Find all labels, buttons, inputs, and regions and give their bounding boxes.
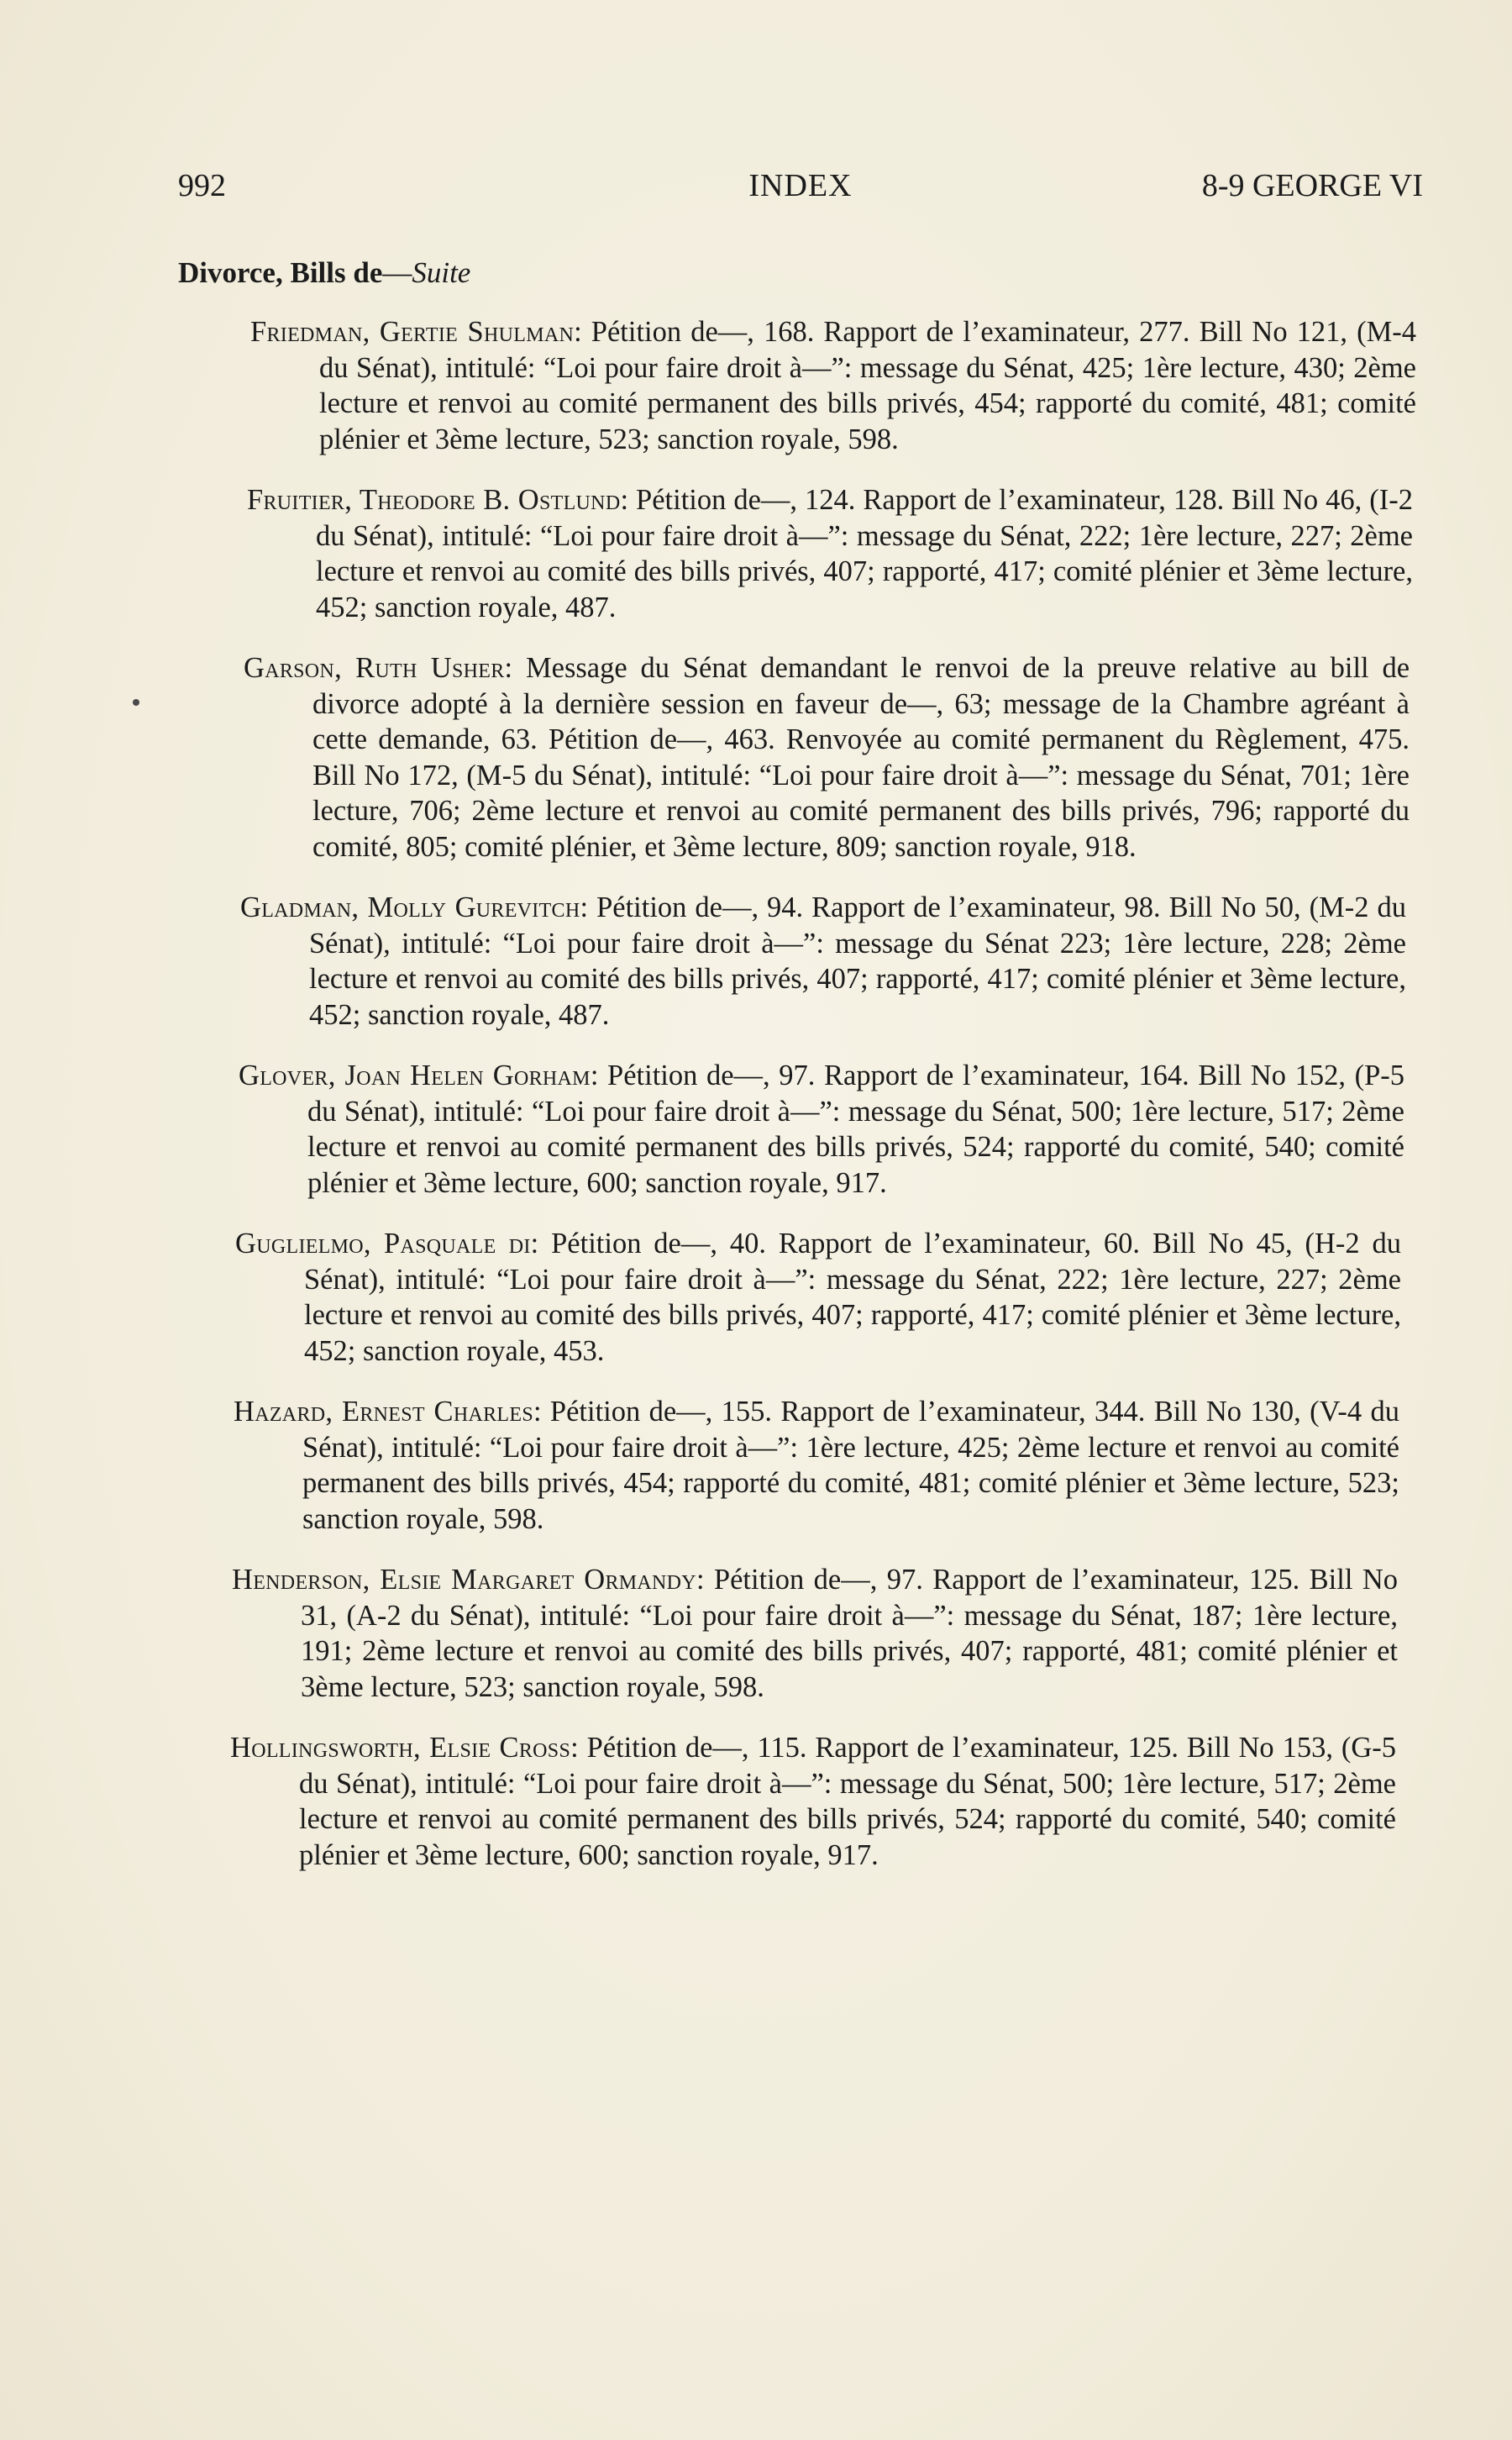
entry-name: Henderson, Elsie Margaret Ormandy: [232, 1564, 696, 1596]
index-entry: [239, 1058, 1404, 1201]
entry-text: : Pétition de—, 94. Rapport de l’examinateur, 98. Bill No 50, (M-2 du Sénat), intitulé: “Loi pour faire droit à—”: message du Sénat 223; 1ère lecture, 228; 2ème lecture et renvoi au comité des bills privés, 407; rapporté, 417; comité plénier et 3ème lecture, 452; sanction royale, 487.: [309, 891, 1406, 1031]
entry-name: Gladman, Molly Gurevitch: [240, 891, 580, 923]
index-entries: [0, 314, 1512, 1898]
entry-text: : Pétition de—, 97. Rapport de l’examinateur, 164. Bill No 152, (P-5 du Sénat), intitulé: “Loi pour faire droit à—”: message du Sénat, 500; 1ère lecture, 517; 2ème lecture et renvoi au comité permanent des bills privés, 524; rapporté du comité, 540; comité plénier et 3ème lecture, 600; sanction royale, 917.: [307, 1060, 1404, 1199]
running-head: [178, 165, 1423, 207]
em-dash: —: [382, 256, 412, 289]
index-entry: [235, 1226, 1401, 1369]
volume-label: 8-9 GEORGE VI: [1201, 168, 1423, 203]
entry-text: : Pétition de—, 40. Rapport de l’examinateur, 60. Bill No 45, (H-2 du Sénat), intitulé: “Loi pour faire droit à—”: message du Sénat, 222; 1ère lecture, 227; 2ème lecture et renvoi au comité des bills privés, 407; rapporté, 417; comité plénier et 3ème lecture, 452; sanction royale, 453.: [304, 1228, 1401, 1367]
entry-name: Garson, Ruth Usher: [244, 652, 505, 684]
running-head-title: INDEX: [748, 168, 853, 203]
entry-name: Glover, Joan Helen Gorham: [239, 1060, 591, 1091]
entry-text: : Pétition de—, 155. Rapport de l’examinateur, 344. Bill No 130, (V-4 du Sénat), intitulé: “Loi pour faire droit à—”: 1ère lecture, 425; 2ème lecture et renvoi au comité permanent des bills privés, 454; rapporté du comité, 481; comité plénier et 3ème lecture, 523; sanction royale, 598.: [302, 1396, 1399, 1535]
entry-name: Friedman, Gertie Shulman: [250, 316, 575, 348]
index-entry: [230, 1730, 1396, 1873]
entry-text: : Pétition de—, 97. Rapport de l’examinateur, 125. Bill No 31, (A-2 du Sénat), intitulé: “Loi pour faire droit à—”: message du Sénat, 187; 1ère lecture, 191; 2ème lecture et renvoi au comité des bills privés, 407; rapporté, 481; comité plénier et 3ème lecture, 523; sanction royale, 598.: [301, 1564, 1398, 1703]
index-entry: [232, 1562, 1398, 1705]
entry-text: : Pétition de—, 124. Rapport de l’examinateur, 128. Bill No 46, (I-2 du Sénat), intitulé: “Loi pour faire droit à—”: message du Sénat, 222; 1ère lecture, 227; 2ème lecture et renvoi au comité des bills privés, 407; rapporté, 417; comité plénier et 3ème lecture, 452; sanction royale, 487.: [316, 484, 1413, 623]
section-heading-continuation: Suite: [412, 256, 471, 289]
entry-name: Hazard, Ernest Charles: [234, 1396, 533, 1428]
entry-text: : Message du Sénat demandant le renvoi de la preuve relative au bill de divorce adopté à la dernière session en faveur de—, 63; message de la Chambre agréant à cette demande, 63. Pétition de—, 463. Renvoyée au comité permanent du Règlement, 475. Bill No 172, (M-5 du Sénat), intitulé: “Loi pour faire droit à—”: message du Sénat, 701; 1ère lecture, 706; 2ème lecture et renvoi au comité permanent des bills privés, 796; rapporté du comité, 805; comité plénier, et 3ème lecture, 809; sanction royale, 918.: [312, 652, 1410, 863]
entry-text: : Pétition de—, 168. Rapport de l’examinateur, 277. Bill No 121, (M-4 du Sénat), intitulé: “Loi pour faire droit à—”: message du Sénat, 425; 1ère lecture, 430; 2ème lecture et renvoi au comité permanent des bills privés, 454; rapporté du comité, 481; comité plénier et 3ème lecture, 523; sanction royale, 598.: [319, 316, 1416, 455]
page-number: 992: [178, 168, 226, 203]
section-heading-title: Divorce, Bills de: [178, 256, 383, 289]
entry-name: Fruitier, Theodore B. Ostlund: [247, 484, 621, 516]
index-entry: [240, 890, 1406, 1033]
index-entry: [247, 482, 1413, 625]
index-entry: [250, 314, 1416, 457]
section-heading: [178, 254, 470, 292]
entry-name: Guglielmo, Pasquale di: [235, 1228, 531, 1259]
index-entry: [234, 1394, 1399, 1537]
entry-text: : Pétition de—, 115. Rapport de l’examinateur, 125. Bill No 153, (G-5 du Sénat), intitulé: “Loi pour faire droit à—”: message du Sénat, 500; 1ère lecture, 517; 2ème lecture et renvoi au comité permanent des bills privés, 524; rapporté du comité, 540; comité plénier et 3ème lecture, 600; sanction royale, 917.: [299, 1732, 1396, 1871]
index-entry: [244, 650, 1410, 865]
entry-name: Hollingsworth, Elsie Cross: [230, 1732, 571, 1764]
